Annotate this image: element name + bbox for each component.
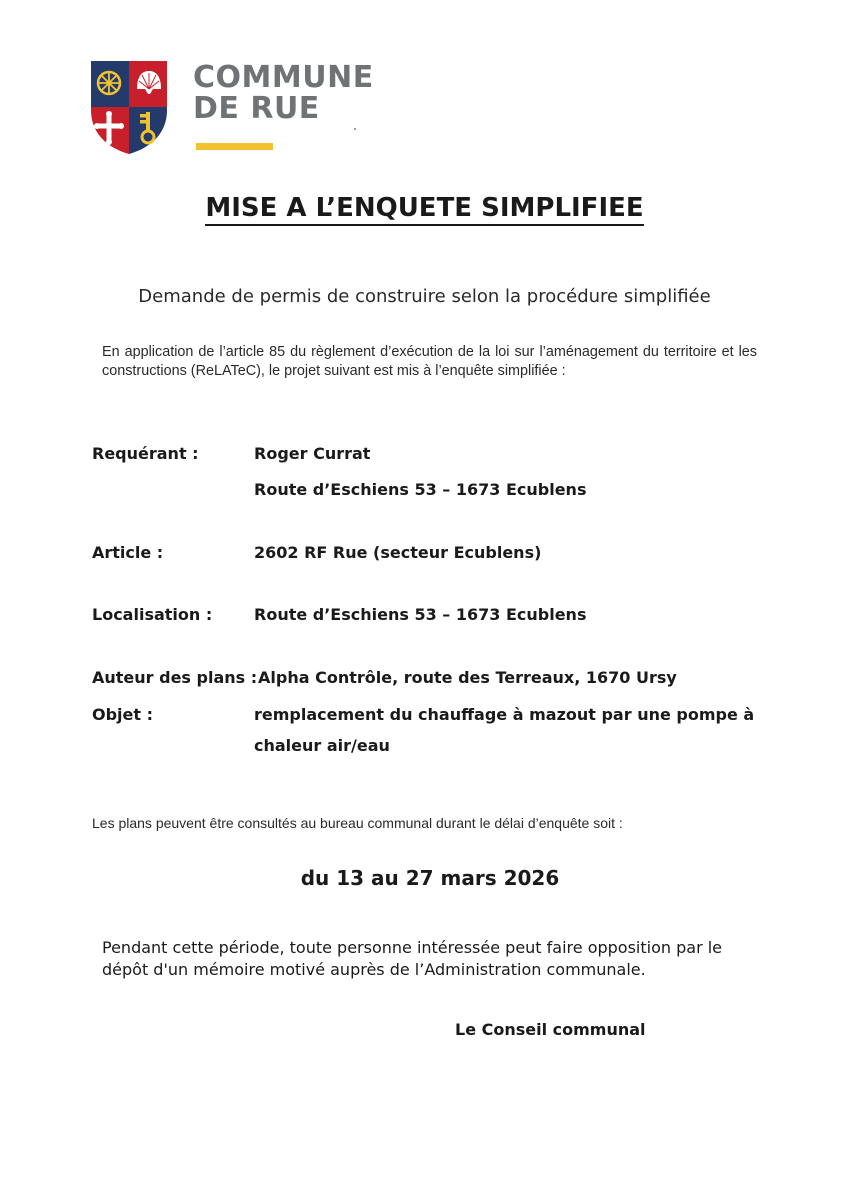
requerant-label: Requérant :: [92, 444, 199, 463]
brand-line-commune: COMMUNE: [193, 60, 374, 95]
wheel-icon: [98, 72, 120, 94]
signature-text: Le Conseil communal: [455, 1020, 646, 1039]
notice-subtitle: Demande de permis de construire selon la procédure simplifiée: [138, 286, 711, 307]
notice-intro: En application de l’article 85 du règlement d’exécution de la loi sur l’aménagement du territoire et les constructions (ReLATeC), le projet suivant est mis à l’enquête simplifiée :: [102, 344, 757, 379]
consultation-text: Les plans peuvent être consultés au bureau communal durant le délai d’enquête soit :: [92, 815, 623, 831]
commune-brand-name: [193, 62, 374, 124]
brand-accent-bar: [196, 143, 273, 150]
article-label: Article :: [92, 543, 164, 562]
commune-crest-icon: [88, 58, 170, 156]
brand-line-de-rue: DE RUE: [193, 91, 320, 126]
requerant-address: Route d’Eschiens 53 – 1673 Ecublens: [254, 480, 587, 499]
objet-label: Objet :: [92, 705, 154, 724]
notice-title: [0, 193, 849, 223]
scan-speck: [354, 128, 356, 130]
requerant-name: Roger Currat: [254, 444, 371, 463]
notice-title-text: MISE A L’ENQUETE SIMPLIFIEE: [205, 193, 643, 226]
opposition-text: Pendant cette période, toute personne intéressée peut faire opposition par le dépôt d'un mémoire motivé auprès de l’Administration communale.: [102, 938, 723, 979]
objet-value: remplacement du chauffage à mazout par une pompe à chaleur air/eau: [254, 705, 755, 755]
auteur-label: Auteur des plans :: [92, 668, 258, 687]
auteur-value: Alpha Contrôle, route des Terreaux, 1670 Ursy: [258, 668, 677, 687]
localisation-value: Route d’Eschiens 53 – 1673 Ecublens: [254, 605, 587, 624]
article-value: 2602 RF Rue (secteur Ecublens): [254, 543, 542, 562]
enquiry-period: du 13 au 27 mars 2026: [300, 866, 560, 890]
localisation-label: Localisation :: [92, 605, 213, 624]
